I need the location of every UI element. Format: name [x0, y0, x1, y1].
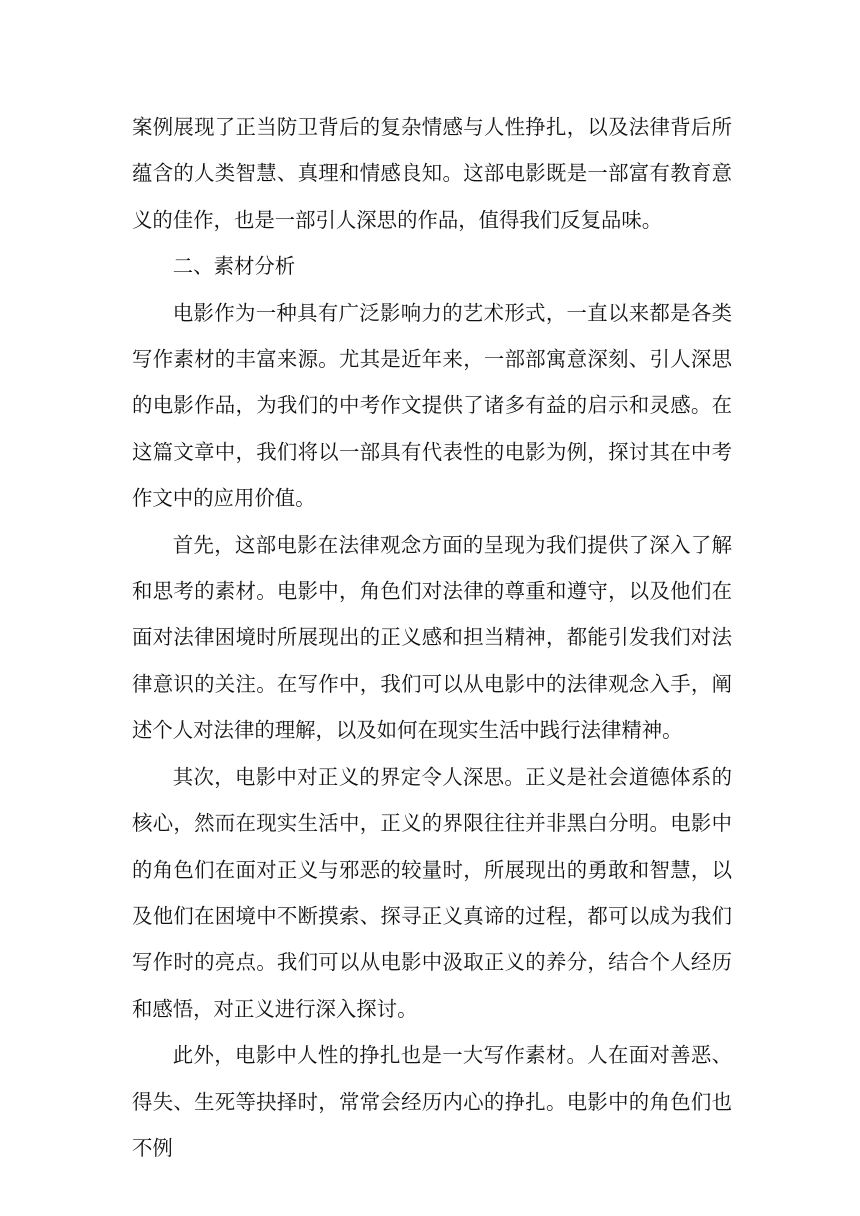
paragraph-law-concept: 首先，这部电影在法律观念方面的呈现为我们提供了深入了解和思考的素材。电影中，角色们对法律的尊重和遵守，以及他们在面对法律困境时所展现出的正义感和担当精神，都能引发我们对法律意识的关注。在写作中，我们可以从电影中的法律观念入手，阐述个人对法律的理解，以及如何在现实生活中践行法律精神。 — [132, 532, 732, 743]
document-body — [132, 104, 732, 1171]
paragraph-justice: 其次，电影中对正义的界定令人深思。正义是社会道德体系的核心，然而在现实生活中，正义的界限往往并非黑白分明。电影中的角色们在面对正义与邪恶的较量时，所展现出的勇敢和智慧，以及他们在困境中不断摸索、探寻正义真谛的过程，都可以成为我们写作时的亮点。我们可以从电影中汲取正义的养分，结合个人经历和感悟，对正义进行深入探讨。 — [132, 764, 732, 1021]
section-heading: 二、素材分析 — [172, 254, 296, 279]
paragraph-human-struggle: 此外，电影中人性的挣扎也是一大写作素材。人在面对善恶、得失、生死等抉择时，常常会经历内心的挣扎。电影中的角色们也不例 — [132, 1043, 732, 1160]
paragraph-continuation: 案例展现了正当防卫背后的复杂情感与人性挣扎，以及法律背后所蕴含的人类智慧、真理和情感良知。这部电影既是一部富有教育意义的佳作，也是一部引人深思的作品，值得我们反复品味。 — [132, 115, 732, 232]
paragraph-intro: 电影作为一种具有广泛影响力的艺术形式，一直以来都是各类写作素材的丰富来源。尤其是近年来，一部部寓意深刻、引人深思的电影作品，为我们的中考作文提供了诸多有益的启示和灵感。在这篇文章中，我们将以一部具有代表性的电影为例，探讨其在中考作文中的应用价值。 — [132, 300, 732, 511]
